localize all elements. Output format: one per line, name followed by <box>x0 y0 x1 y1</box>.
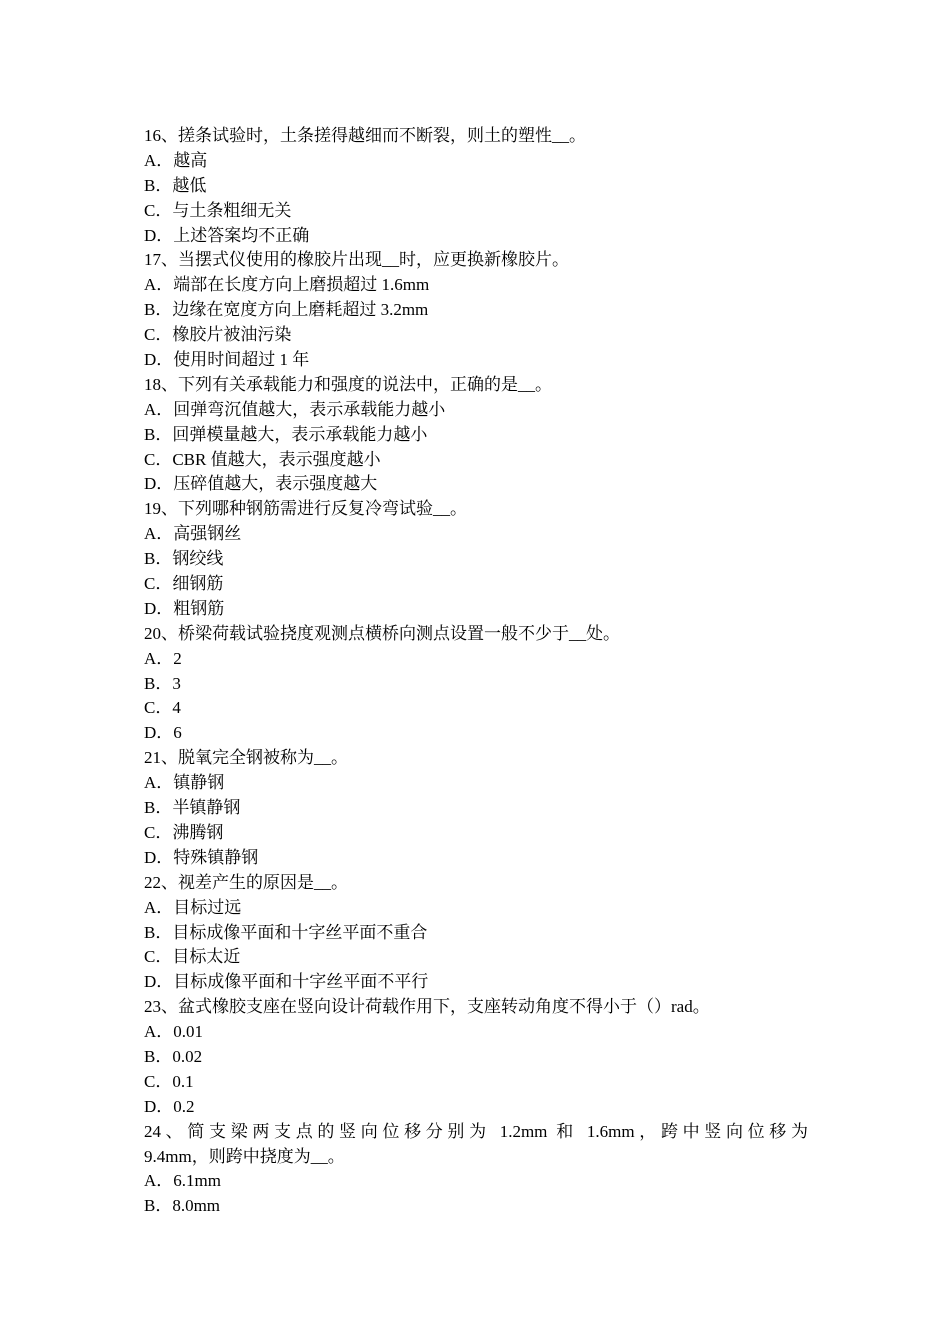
answer-option: B．回弹模量越大，表示承载能力越小 <box>144 424 428 444</box>
question-stem: 21、脱氧完全钢被称为__。 <box>144 748 348 768</box>
answer-option: D．上述答案均不正确 <box>144 225 310 245</box>
answer-option: D．特殊镇静钢 <box>144 847 259 867</box>
answer-option: A．6.1mm <box>144 1171 221 1191</box>
answer-option: C．与土条粗细无关 <box>144 200 292 220</box>
answer-option: A．0.01 <box>144 1022 204 1042</box>
answer-option: A．越高 <box>144 150 208 170</box>
answer-option: C．0.1 <box>144 1071 194 1091</box>
question-stem: 20、桥梁荷载试验挠度观测点横桥向测点设置一般不少于__处。 <box>144 623 620 643</box>
question-stem: 17、当摆式仪使用的橡胶片出现__时，应更换新橡胶片。 <box>144 250 569 270</box>
answer-option: A．端部在长度方向上磨损超过 1.6mm <box>144 275 430 295</box>
answer-option: B．目标成像平面和十字丝平面不重合 <box>144 922 428 942</box>
answer-option: D．使用时间超过 1 年 <box>144 350 310 370</box>
answer-option: A．镇静钢 <box>144 773 225 793</box>
answer-option: B．0.02 <box>144 1046 203 1066</box>
answer-option: B．3 <box>144 673 181 693</box>
answer-option: D．粗钢筋 <box>144 598 225 618</box>
answer-option: B．越低 <box>144 175 207 195</box>
answer-option: A．2 <box>144 648 182 668</box>
question-stem: 16、搓条试验时，土条搓得越细而不断裂，则土的塑性__。 <box>144 126 586 145</box>
answer-option: B．半镇静钢 <box>144 798 241 818</box>
answer-option: C．4 <box>144 698 181 718</box>
question-list <box>144 124 808 1219</box>
question-stem: 19、下列哪种钢筋需进行反复冷弯试验__。 <box>144 499 467 519</box>
answer-option: D．0.2 <box>144 1096 195 1116</box>
question-stem-line-2: 9.4mm，则跨中挠度为__。 <box>144 1146 345 1166</box>
answer-option: C．CBR 值越大，表示强度越小 <box>144 449 381 469</box>
question-stem-line-1: 24、简支梁两支点的竖向位移分别为 1.2mm 和 1.6mm，跨中竖向位移为 <box>144 1121 808 1141</box>
answer-option: C．目标太近 <box>144 947 241 967</box>
answer-option: D．6 <box>144 723 182 743</box>
answer-option: D．压碎值越大，表示强度越大 <box>144 474 378 494</box>
answer-option: B．钢绞线 <box>144 549 224 569</box>
answer-option: A．回弹弯沉值越大，表示承载能力越小 <box>144 399 446 419</box>
answer-option: A．目标过远 <box>144 897 242 917</box>
question-stem: 22、视差产生的原因是__。 <box>144 872 348 892</box>
answer-option: C．橡胶片被油污染 <box>144 325 292 345</box>
answer-option: C．沸腾钢 <box>144 822 224 842</box>
answer-option: C．细钢筋 <box>144 574 224 594</box>
answer-option: B．边缘在宽度方向上磨耗超过 3.2mm <box>144 300 429 320</box>
answer-option: D．目标成像平面和十字丝平面不平行 <box>144 972 429 992</box>
answer-option: B．8.0mm <box>144 1196 221 1216</box>
answer-option: A．高强钢丝 <box>144 524 242 544</box>
question-stem: 23、盆式橡胶支座在竖向设计荷载作用下，支座转动角度不得小于（）rad。 <box>144 997 710 1017</box>
question-stem: 18、下列有关承载能力和强度的说法中，正确的是__。 <box>144 374 552 394</box>
